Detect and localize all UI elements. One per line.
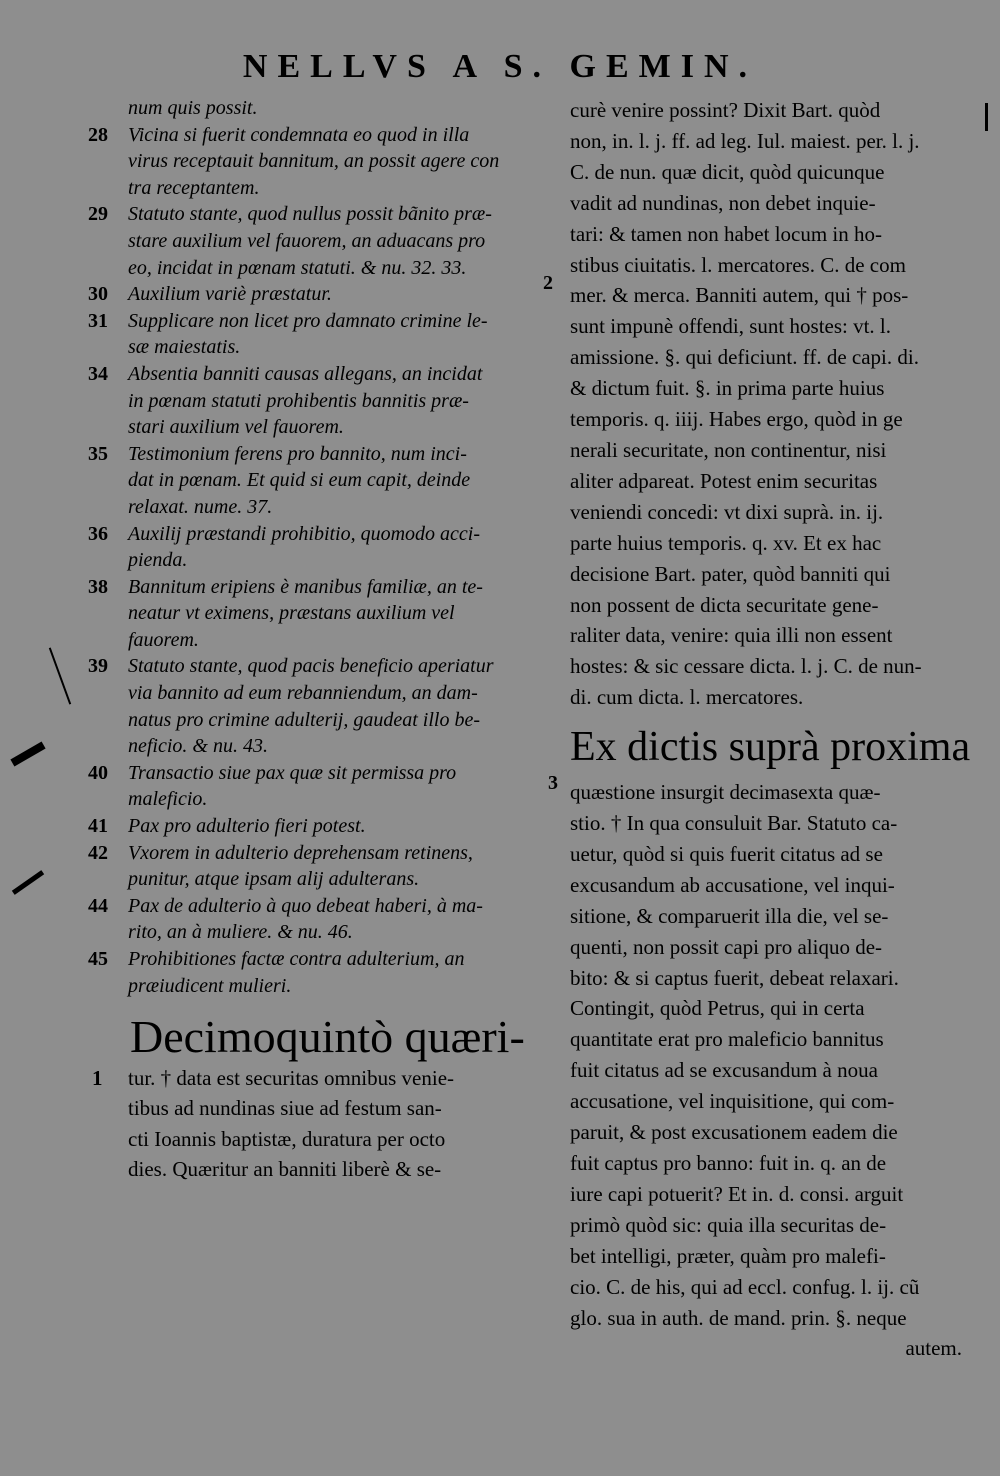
index-text: Prohibitiones factæ contra adulterium, an (128, 948, 465, 970)
index-text: rito, an à muliere. & nu. 46. (128, 921, 353, 944)
body-line-text: nerali securitate, non continentur, nisi (570, 437, 887, 462)
catchword: autem. (905, 1336, 962, 1361)
index-text: num quis possit. (128, 97, 258, 119)
body-line-text: stio. † In qua consuluit Bar. Statuto ca- (570, 811, 898, 836)
index-text: Absentia banniti causas allegans, an incidat (128, 362, 483, 385)
margin-tick (985, 103, 988, 131)
index-text: Bannitum eripiens è manibus familiæ, an te- (128, 575, 483, 598)
body-line-text: tibus ad nundinas siue ad festum san- (128, 1096, 442, 1121)
index-entry (88, 95, 543, 122)
body-line-text: tari: & tamen non habet locum in ho- (570, 221, 883, 246)
index-number: 31 (88, 309, 108, 332)
index-number: 39 (88, 655, 108, 678)
index-entry (88, 813, 543, 840)
index-number: 42 (88, 841, 108, 864)
index-entry (88, 521, 543, 548)
index-entry (88, 441, 543, 468)
index-entry (88, 361, 543, 388)
body-line-text: iure capi potuerit? Et in. d. consi. arguit (570, 1181, 904, 1206)
body-line-text: fuit citatus ad se excusandum à noua (570, 1058, 878, 1083)
index-text: natus pro crimine adulterij, gaudeat illo be- (128, 708, 481, 731)
body-line-text: sunt impunè offendi, sunt hostes: vt. l. (570, 314, 892, 339)
right-column (570, 95, 971, 1364)
body-line-text: decisione Bart. pater, quòd banniti qui (570, 561, 891, 586)
index-entry (88, 893, 543, 920)
body-line-text: raliter data, venire: quia illi non essent (570, 623, 893, 648)
index-text: stare auxilium vel fauorem, an aduacans pro (128, 229, 486, 252)
section-heading: Decimoquintò quæri- (130, 1011, 525, 1063)
index-text: Vicina si fuerit condemnata eo quod in illa (128, 123, 470, 146)
index-text: Vxorem in adulterio deprehensam retinens, (128, 841, 473, 864)
index-number: 30 (88, 283, 108, 306)
index-number: 35 (88, 442, 108, 465)
index-entry (88, 840, 543, 867)
body-line-text: C. de nun. quæ dicit, quòd quicunque (570, 159, 885, 184)
body-margin-number: 1 (92, 1066, 103, 1091)
body-line-text: vadit ad nundinas, non debet inquie- (570, 190, 876, 215)
body-line-text: quenti, non possit capi pro aliquo de- (570, 934, 883, 959)
summary-index (88, 95, 543, 999)
body-line (88, 1124, 543, 1154)
body-line-text: hostes: & sic cessare dicta. l. j. C. de nun- (570, 654, 922, 679)
body-line-text: bet intelligi, præter, quàm pro malefi- (570, 1243, 886, 1268)
index-entry (88, 866, 543, 893)
body-line-text: curè venire possint? Dixit Bart. quòd (570, 98, 881, 122)
body-line-text: veniendi concedi: vt dixi suprà. in. ij. (570, 499, 884, 524)
body-line-text: sitione, & comparuerit illa die, vel se- (570, 903, 889, 928)
index-text: Auxilij præstandi prohibitio, quomodo acci- (128, 522, 481, 545)
index-text: virus receptauit bannitum, an possit agere con (128, 150, 500, 173)
index-entry (88, 308, 543, 335)
index-entry (88, 733, 543, 760)
index-text: via bannito ad eum rebanniendum, an dam- (128, 682, 478, 705)
left-column (88, 95, 543, 1184)
body-line-text: quantitate erat pro maleficio bannitus (570, 1027, 884, 1052)
body-line-text: cti Ioannis baptistæ, duratura per octo (128, 1126, 446, 1151)
index-text: neficio. & nu. 43. (128, 735, 268, 758)
body-line-text: & dictum fuit. §. in prima parte huius (570, 376, 885, 401)
index-entry (88, 175, 543, 202)
index-entry (88, 494, 543, 521)
index-text: Testimonium ferens pro bannito, num inci- (128, 442, 467, 465)
running-header: NELLVS A S. GEMIN. (242, 48, 758, 85)
index-number: 38 (88, 575, 108, 598)
index-entry (88, 786, 543, 813)
index-entry (88, 201, 543, 228)
body-line-text: glo. sua in auth. de mand. prin. §. neque (570, 1305, 907, 1330)
index-number: 40 (88, 761, 108, 784)
index-number: 36 (88, 522, 108, 545)
left-body-text (88, 1063, 543, 1184)
index-entry (88, 760, 543, 787)
index-text: pienda. (128, 549, 188, 572)
index-entry (88, 574, 543, 601)
body-line-text: Contingit, quòd Petrus, qui in certa (570, 996, 865, 1021)
body-line-text: temporis. q. iiij. Habes ergo, quòd in ge (570, 407, 903, 432)
index-text: relaxat. nume. 37. (128, 495, 273, 518)
index-text: Transactio siue pax quæ sit permissa pro (128, 761, 457, 784)
body-line-text: stibus ciuitatis. l. mercatores. C. de com (570, 252, 906, 277)
body-line-text: amissione. §. qui deficiunt. ff. de capi. di. (570, 345, 919, 370)
body-line-text: excusandum ab accusatione, vel inqui- (570, 872, 895, 897)
body-line-text: dies. Quæritur an banniti liberè & se- (128, 1156, 442, 1181)
index-entry (88, 388, 543, 415)
right-body-text-b (570, 777, 962, 1333)
index-entry (88, 122, 543, 149)
body-line-text: non, in. l. j. ff. ad leg. Iul. maiest. per. l. j. (570, 128, 920, 153)
index-number: 29 (88, 203, 108, 226)
body-line-text: quæstione insurgit decimasexta quæ- (570, 780, 881, 805)
index-entry (88, 281, 543, 308)
index-text: Auxilium variè præstatur. (128, 283, 332, 306)
body-line-text: non possent de dicta securitate gene- (570, 592, 879, 617)
body-line-text: tur. † data est securitas omnibus venie- (128, 1066, 455, 1091)
index-number: 34 (88, 362, 108, 385)
index-entry (88, 547, 543, 574)
body-line (88, 1063, 543, 1093)
index-entry (88, 467, 543, 494)
body-line-text: primò quòd sic: quia illa securitas de- (570, 1212, 887, 1237)
body-line-text: parte huius temporis. q. xv. Et ex hac (570, 530, 882, 555)
index-text: sæ maiestatis. (128, 336, 241, 359)
index-text: in pœnam statuti prohibentis bannitis præ- (128, 389, 469, 412)
marginal-stroke (49, 647, 71, 704)
index-number: 44 (88, 894, 108, 917)
index-text: punitur, atque ipsam alij adulterans. (128, 868, 420, 891)
marginal-stroke (10, 742, 45, 767)
index-entry (88, 919, 543, 946)
index-text: Pax de adulterio à quo debeat haberi, à ma- (128, 894, 483, 917)
index-number: 28 (88, 123, 108, 146)
right-body-text-a (570, 95, 962, 713)
index-text: fauorem. (128, 628, 199, 651)
body-line (88, 1093, 543, 1123)
body-line-text: aliter adpareat. Potest enim securitas (570, 468, 878, 493)
body-line-text: cio. C. de his, qui ad eccl. confug. l. ij. cũ (570, 1274, 920, 1299)
marginal-stroke (12, 870, 44, 895)
index-entry (88, 148, 543, 175)
index-entry (88, 946, 543, 973)
margin-number: 3 (548, 772, 558, 794)
index-entry (88, 255, 543, 282)
index-text: eo, incidat in pœnam statuti. & nu. 32. 33. (128, 256, 467, 279)
index-entry (88, 680, 543, 707)
index-text: Pax pro adulterio fieri potest. (128, 815, 366, 838)
index-number: 41 (88, 815, 108, 838)
index-text: præiudicent mulieri. (128, 974, 292, 997)
body-line (88, 1154, 543, 1184)
index-number: 45 (88, 948, 108, 970)
body-line-text: fuit captus pro banno: fuit in. q. an de (570, 1151, 887, 1175)
index-text: tra receptantem. (128, 176, 260, 199)
index-entry (88, 627, 543, 654)
index-text: neatur vt eximens, præstans auxilium vel (128, 602, 455, 625)
margin-number: 2 (543, 272, 553, 294)
index-text: Supplicare non licet pro damnato crimine le- (128, 309, 488, 332)
index-entry (88, 653, 543, 680)
body-line-text: mer. & merca. Banniti autem, qui † pos- (570, 283, 909, 308)
index-entry (88, 228, 543, 255)
index-text: Statuto stante, quod pacis beneficio aperiatur (128, 655, 494, 678)
index-text: dat in pœnam. Et quid si eum capit, deinde (128, 469, 471, 492)
index-text: Statuto stante, quod nullus possit bãnito præ- (128, 203, 492, 226)
index-entry (88, 973, 543, 1000)
body-line-text: di. cum dicta. l. mercatores. (570, 685, 804, 710)
body-line-text: paruit, & post excusationem eadem die (570, 1120, 898, 1145)
section-heading-right: Ex dictis suprà proxima (570, 724, 971, 771)
index-entry (88, 414, 543, 441)
index-entry (88, 707, 543, 734)
body-line-text: accusatione, vel inquisitione, qui com- (570, 1089, 895, 1114)
index-entry (88, 600, 543, 627)
index-entry (88, 334, 543, 361)
body-line-text: uetur, quòd si quis fuerit citatus ad se (570, 841, 883, 866)
body-line-text: bito: & si captus fuerit, debeat relaxari. (570, 965, 899, 990)
index-text: stari auxilium vel fauorem. (128, 416, 344, 439)
index-text: maleficio. (128, 788, 208, 811)
